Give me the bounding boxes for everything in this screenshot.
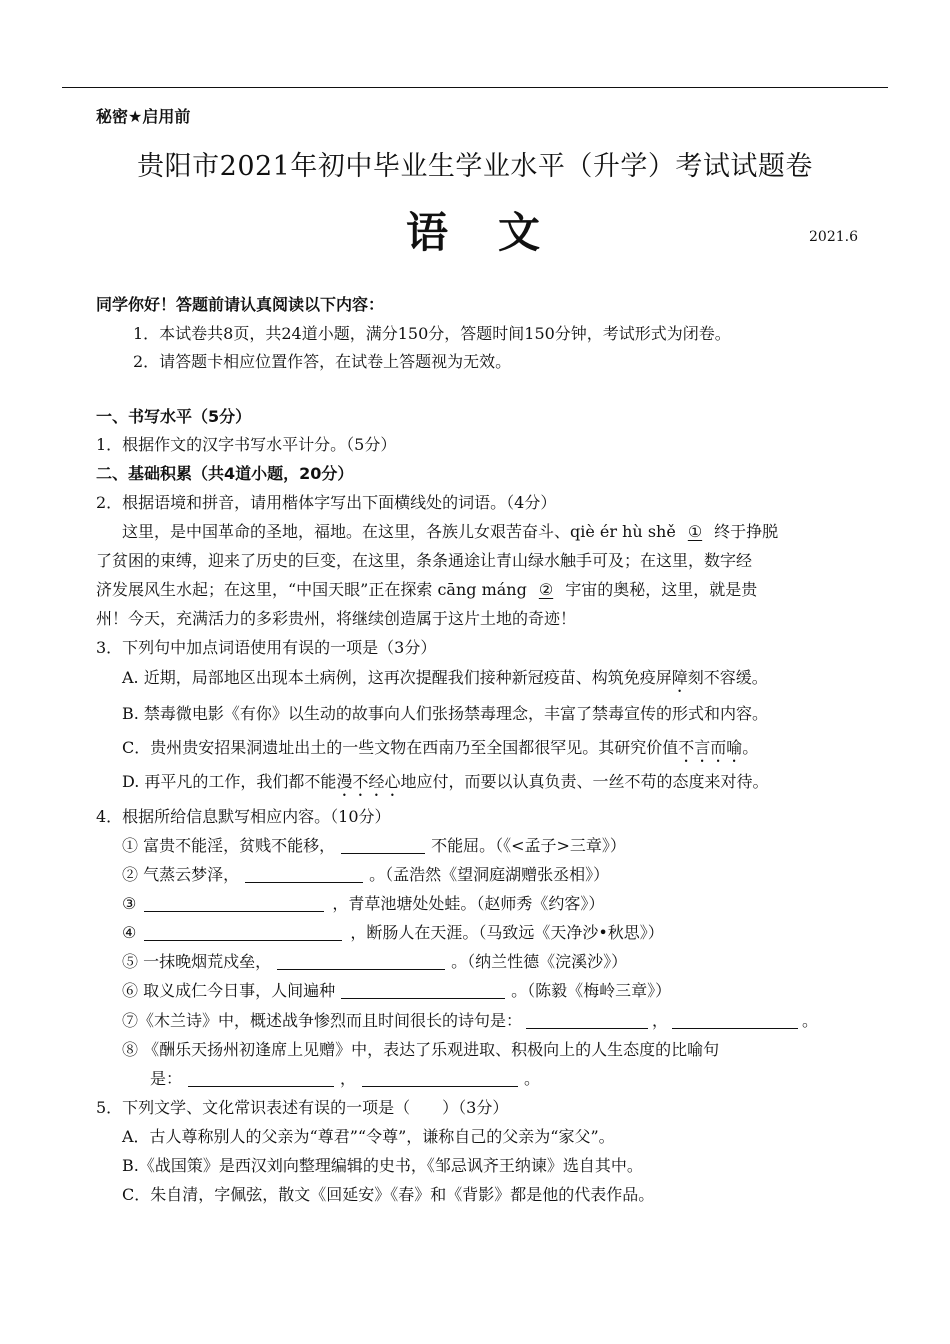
notice-item-1: 1．本试卷共8页，共24道小题，满分150分，答题时间150分钟，考试形式为闭卷。 (133, 324, 731, 343)
answer-blank[interactable] (341, 837, 425, 854)
question-2-passage-line-1: 这里，是中国革命的圣地，福地。在这里，各族儿女艰苦奋斗、qiè ér hù shě ① 终于挣脱 (122, 522, 779, 541)
question-4-item-4: ④ ，断肠人在天涯。（马致远《天净沙•秋思》） (122, 923, 664, 942)
question-4-item-2: ② 气蒸云梦泽， 。（孟浩然《望洞庭湖赠张丞相》） (122, 865, 610, 884)
answer-blank[interactable] (526, 1012, 648, 1029)
question-3-stem: 3．下列句中加点词语使用有误的一项是（3分） (96, 638, 437, 657)
exam-date: 2021.6 (809, 229, 858, 245)
secret-label: 秘密★启用前 (96, 107, 191, 126)
question-4-stem: 4．根据所给信息默写相应内容。（10分） (96, 807, 391, 826)
question-4-item-6: ⑥ 取义成仁今日事，人间遍种 。（陈毅《梅岭三章》） (122, 981, 672, 1000)
question-2-passage-line-2: 了贫困的束缚，迎来了历史的巨变，在这里，条条通途让青山绿水触手可及；在这里，数字经 (96, 551, 753, 570)
question-4-item-8-answer: 是： ， 。 (150, 1069, 541, 1088)
blank-1[interactable]: ① (687, 522, 703, 541)
question-5-option-b[interactable]: B.《战国策》是西汉刘向整理编辑的史书，《邹忌讽齐王纳谏》选自其中。 (122, 1156, 643, 1175)
exam-title: 贵阳市2021年初中毕业生学业水平（升学）考试试题卷 (137, 151, 813, 182)
answer-blank[interactable] (188, 1070, 334, 1087)
question-3-option-a[interactable]: A. 近期，局部地区出现本土病例，这再次提醒我们接种新冠疫苗、构筑免疫屏障刻不容缓。 (122, 668, 768, 687)
question-4-item-3: ③ ，青草池塘处处蛙。（赵师秀《约客》） (122, 894, 605, 913)
answer-blank[interactable] (341, 982, 505, 999)
header-rule (62, 87, 888, 88)
answer-blank[interactable] (144, 895, 324, 912)
question-5-option-c[interactable]: C．朱自清，字佩弦，散文《回延安》《春》和《背影》都是他的代表作品。 (122, 1185, 655, 1204)
notice-heading: 同学你好！答题前请认真阅读以下内容： (96, 295, 385, 314)
section-2-title: 二、基础积累（共4道小题，20分） (96, 464, 354, 483)
answer-blank[interactable] (362, 1070, 518, 1087)
answer-blank[interactable] (245, 866, 363, 883)
question-4-item-7: ⑦《木兰诗》中，概述战争惨烈而且时间很长的诗句是： ， 。 (122, 1011, 819, 1030)
question-3-option-d[interactable]: D. 再平凡的工作，我们都不能漫不经心地应付，而要以认真负责、一丝不苟的态度来对待。 (122, 772, 769, 791)
question-4-item-5: ⑤ 一抹晚烟荒戍垒， 。（纳兰性德《浣溪沙》） (122, 952, 628, 971)
question-3-option-c[interactable]: C．贵州贵安招果洞遗址出土的一些文物在西南乃至全国都很罕见。其研究价值不言而喻。 (122, 738, 759, 757)
question-2-stem: 2．根据语境和拼音，请用楷体字写出下面横线处的词语。（4分） (96, 493, 557, 512)
question-5-option-a[interactable]: A．古人尊称别人的父亲为“尊君”“令尊”，谦称自己的父亲为“家父”。 (122, 1127, 615, 1146)
question-2-passage-line-3: 济发展风生水起；在这里，“中国天眼”正在探索 cāng máng ② 宇宙的奥秘，这里，就是贵 (96, 580, 758, 599)
answer-blank[interactable] (672, 1012, 798, 1029)
question-5-stem: 5．下列文学、文化常识表述有误的一项是（ ）（3分） (96, 1098, 509, 1117)
question-3-option-b[interactable]: B. 禁毒微电影《有你》以生动的故事向人们张扬禁毒理念，丰富了禁毒宣传的形式和内容。 (122, 704, 768, 723)
subject-title: 语 文 (405, 208, 544, 257)
blank-2[interactable]: ② (538, 580, 554, 599)
notice-item-2: 2．请答题卡相应位置作答，在试卷上答题视为无效。 (133, 352, 512, 371)
answer-blank[interactable] (144, 924, 342, 941)
section-1-title: 一、书写水平（5分） (96, 407, 252, 426)
question-4-item-1: ① 富贵不能淫，贫贱不能移， 不能屈。（《<孟子>三章》） (122, 836, 626, 855)
question-2-passage-line-4: 州！今天，充满活力的多彩贵州，将继续创造属于这片土地的奇迹！ (96, 609, 577, 628)
question-1: 1．根据作文的汉字书写水平计分。（5分） (96, 435, 397, 454)
question-4-item-8: ⑧ 《酬乐天扬州初逢席上见赠》中，表达了乐观进取、积极向上的人生态度的比喻句 (122, 1040, 720, 1059)
answer-blank[interactable] (277, 953, 445, 970)
